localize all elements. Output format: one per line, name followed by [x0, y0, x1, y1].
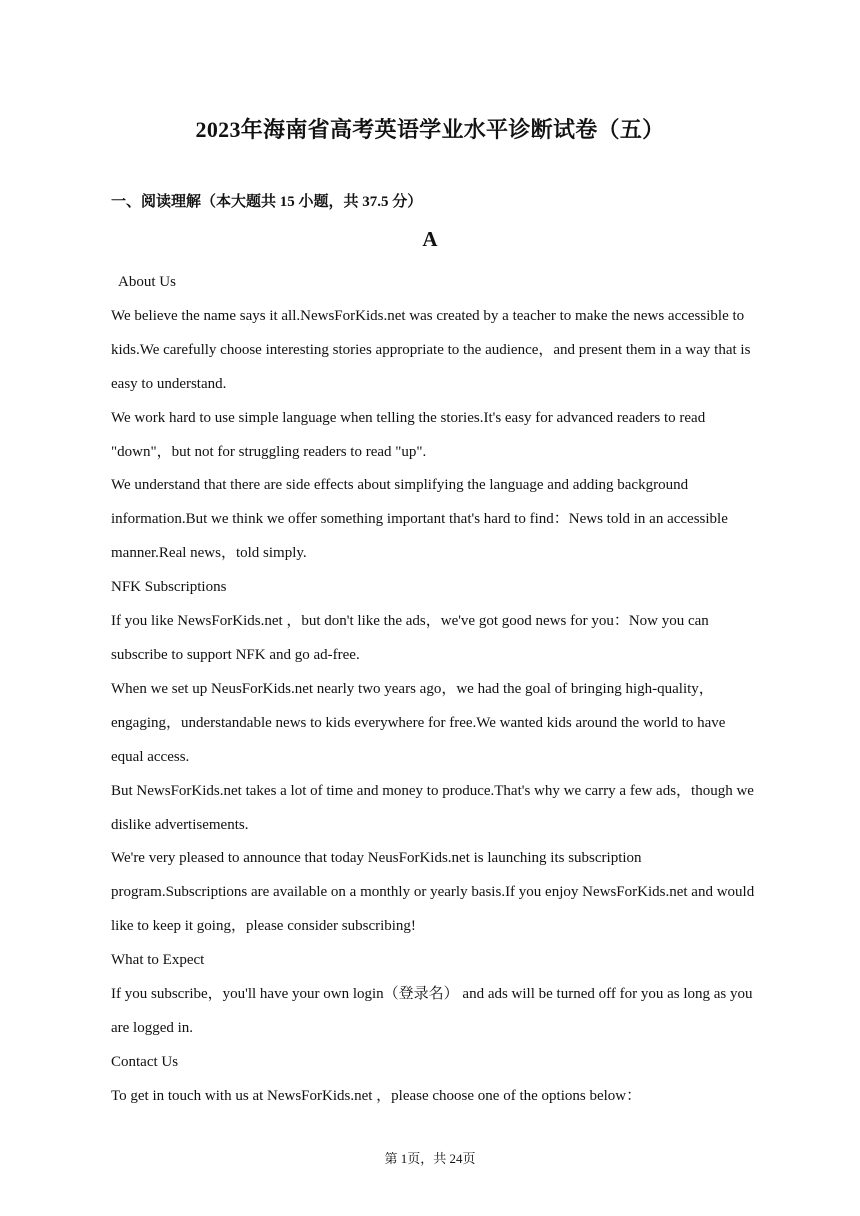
heading-about-us: About Us	[118, 274, 176, 290]
passage-label: A	[422, 227, 438, 251]
heading-subscriptions: NFK Subscriptions	[111, 579, 227, 596]
paragraph-expect: If you subscribe，you'll have your own login（登录名） and ads will be turned off for you as long as you are logged in.	[111, 986, 753, 1036]
heading-what-to-expect: What to Expect	[111, 952, 205, 969]
paragraph-subscriptions-4: We're very pleased to announce that today NeusForKids.net is launching its subscription program.Subscriptions are available on a monthly or yearly basis.If you enjoy NewsForKids.net and would like to keep it going，please consider subscribing!	[111, 850, 755, 935]
heading-contact-us: Contact Us	[111, 1053, 179, 1070]
paragraph-about-2: We work hard to use simple language when telling the stories.It's easy for advanced readers to read "down"，but not for struggling readers to read "up".	[111, 409, 706, 460]
page-title: 2023年海南省高考英语学业水平诊断试卷（五）	[195, 117, 665, 142]
paragraph-about-3: We understand that there are side effects about simplifying the language and adding background information.But we think we offer something important that's hard to find：News told in an accessible manner.Real news，told simply.	[111, 477, 728, 562]
paragraph-subscriptions-3: But NewsForKids.net takes a lot of time and money to produce.That's why we carry a few ads，though we dislike advertisements.	[111, 782, 754, 833]
paragraph-subscriptions-1: If you like NewsForKids.net ，but don't like the ads，we've got good news for you：Now you can subscribe to support NFK and go ad-free.	[111, 613, 709, 663]
section-heading: 一、阅读理解（本大题共 15 小题，共 37.5 分）	[111, 194, 423, 210]
paragraph-about-1: We believe the name says it all.NewsForKids.net was created by a teacher to make the news accessible to kids.We carefully choose interesting stories appropriate to the audience，and present them in a way that is easy to understand.	[111, 307, 751, 392]
paragraph-contact: To get in touch with us at NewsForKids.net ，please choose one of the options below：	[111, 1087, 642, 1104]
paragraph-subscriptions-2: When we set up NeusForKids.net nearly two years ago，we had the goal of bringing high-quality，engaging，understandable news to kids everywhere for free.We wanted kids around the world to have equal access.	[111, 680, 726, 765]
page-footer: 第 1页，共 24页	[384, 1151, 476, 1166]
passage-body	[111, 266, 756, 1114]
